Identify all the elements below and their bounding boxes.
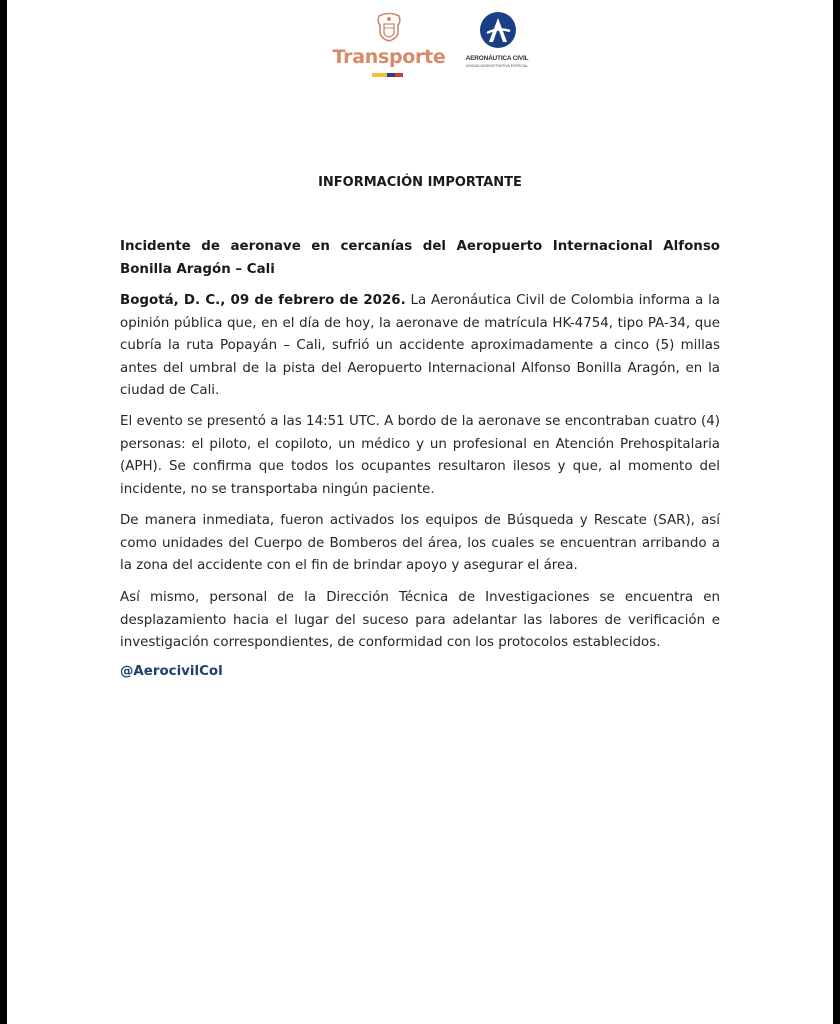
colombia-coat-of-arms-icon (376, 12, 402, 42)
dateline: Bogotá, D. C., 09 de febrero de 2026. (120, 293, 406, 308)
paragraph-3: De manera inmediata, fueron activados los equipos de Búsqueda y Rescate (SAR), así como unidades del Cuerpo de Bomberos del área, los cuales se encuentran arribando a la zona del accidente con el fin de brindar apoyo y asegurar el área. (120, 513, 720, 573)
document-subject: Incidente de aeronave en cercanías del Aeropuerto Internacional Alfonso Bonilla Aragón – Cali (120, 239, 720, 277)
aerocivil-subtitle: UNIDAD ADMINISTRATIVA ESPECIAL (465, 64, 529, 68)
colombia-flag-stripe (372, 73, 403, 77)
flag-blue (387, 73, 395, 77)
social-handle: @AerocivilCol (120, 664, 223, 679)
paragraph-2: El evento se presentó a las 14:51 UTC. A bordo de la aeronave se encontraban cuatro (4) personas: el piloto, el copiloto, un médico y un profesional en Atención Prehospitalaria (APH). Se confirma que todos los ocupantes resultaron ilesos y que, al momento del incidente, no se transportaba ningún paciente. (120, 414, 720, 497)
paragraph-1-text: La Aeronáutica Civil de Colombia informa a la opinión pública que, en el día de hoy, la aeronave de matrícula HK-4754, tipo PA-34, que cubría la ruta Popayán – Cali, sufrió un accidente aproximadamente a cinco (5) millas antes del umbral de la pista del Aeropuerto Internacional Alfonso Bonilla Aragón, en la ciudad de Cali. (120, 293, 720, 398)
flag-yellow (372, 73, 387, 77)
transporte-wordmark: Transporte (332, 46, 446, 68)
aerocivil-a-icon (480, 12, 516, 48)
header-logos (7, 10, 833, 85)
ministry-transporte-logo (329, 10, 449, 82)
flag-red (395, 73, 403, 77)
document-heading: INFORMACIÓN IMPORTANTE (318, 175, 522, 190)
aerocivil-name: AERONÁUTICA CIVIL (465, 55, 529, 62)
document-page (7, 0, 833, 1024)
paragraph-4: Así mismo, personal de la Dirección Técnica de Investigaciones se encuentra en desplazamiento hacia el lugar del suceso para adelantar las labores de verificación e investigación correspondientes, de conformidad con los protocolos establecidos. (120, 590, 720, 650)
paragraph-1 (120, 290, 720, 403)
aerocivil-logo (452, 12, 542, 78)
